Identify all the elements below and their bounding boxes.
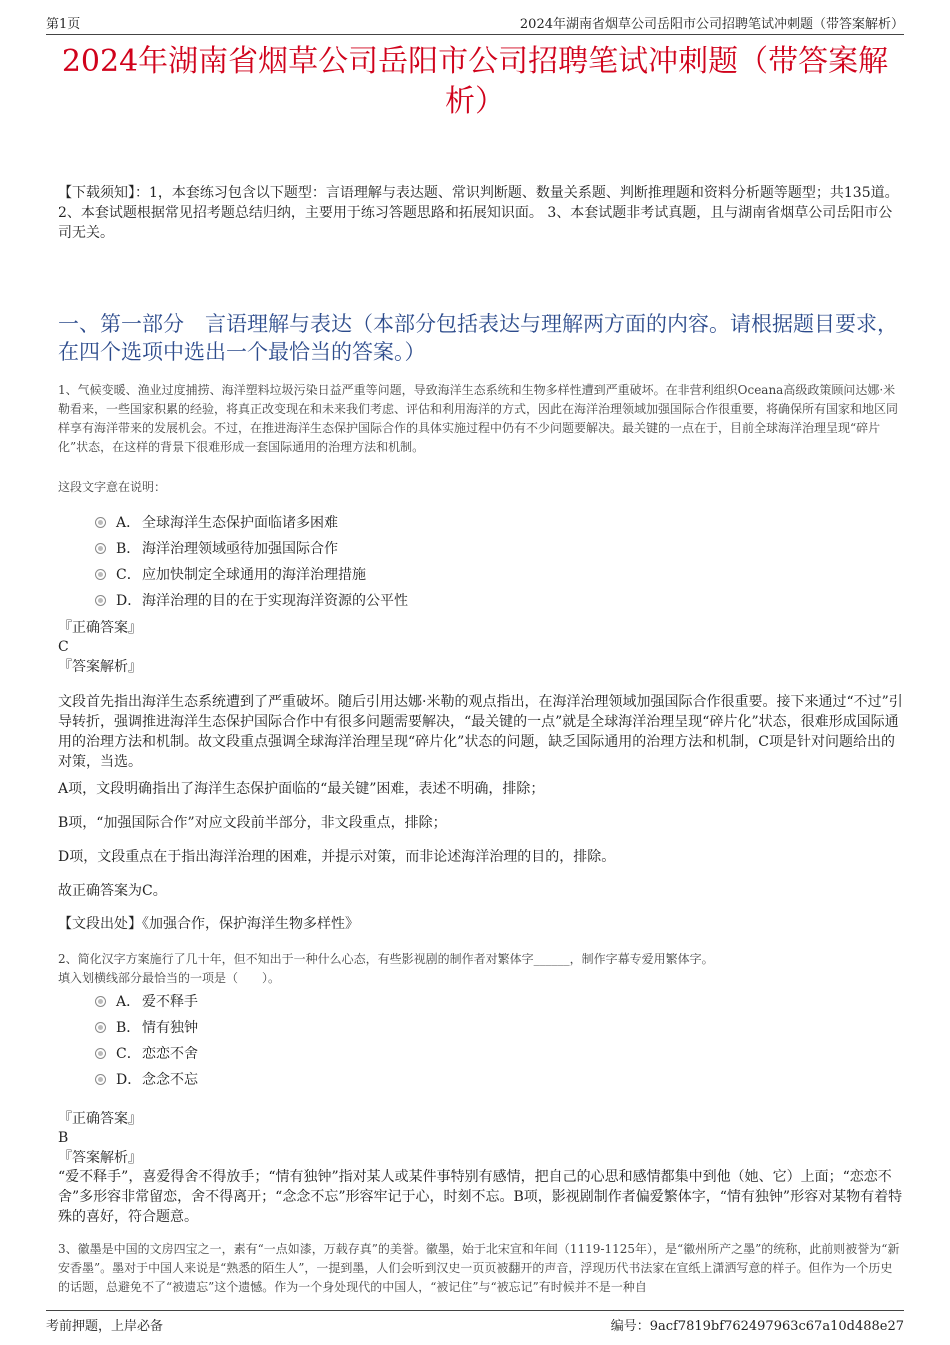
q1-conclusion: 故正确答案为C。 (58, 883, 167, 899)
doc-title: 2024年湖南省烟草公司岳阳市公司招聘笔试冲刺题（带答案解析） (61, 44, 889, 119)
q2-option-c[interactable]: C． 恋恋不舍 (95, 1040, 198, 1066)
radio-icon[interactable] (95, 517, 106, 528)
page-header (46, 10, 904, 35)
q2-analysis-label: 『答案解析』 (58, 1150, 142, 1166)
q2-stem: 2、简化汉字方案施行了几十年，但不知出于一种什么心态，有些影视剧的制作者对繁体字______，制作字幕专爱用繁体字。 (58, 952, 714, 966)
radio-icon[interactable] (95, 543, 106, 554)
q1-source: 【文段出处】《加强合作，保护海洋生物多样性》 (58, 916, 359, 932)
q2-analysis: “爱不释手”，喜爱得舍不得放手；“情有独钟”指对某人或某件事特别有感情，把自己的心思和感情都集中到他（她、它）上面；“恋恋不舍”多形容非常留恋，舍不得离开；“念念不忘”形容牢记于心，时刻不忘。B项，影视剧制作者偏爱繁体字，“情有独钟”形容对某物有着特殊的喜好，符合题意。 (58, 1169, 903, 1225)
q1-prompt: 这段文字意在说明： (58, 480, 167, 494)
q1-stem: 1、气候变暖、渔业过度捕捞、海洋塑料垃圾污染日益严重等问题，导致海洋生态系统和生物多样性遭到严重破坏。在非营利组织Oceana高级政策顾问达娜·米勒看来，一些国家积累的经验，将真正改变现在和未来我们考虑、评估和利用海洋的方式，因此在海洋治理领域加强国际合作很重要，将确保所有国家和地区同样享有海洋带来的发展机会。不过，在推进海洋生态保护国际合作的具体实施过程中仍有不少问题要解决。最关键的一点在于，目前全球海洋治理呈现“碎片化”状态，在这样的背景下很难形成一套国际通用的治理方法和机制。 (58, 383, 899, 454)
radio-icon[interactable] (95, 1022, 106, 1033)
page-footer (46, 1310, 904, 1334)
radio-icon[interactable] (95, 996, 106, 1007)
radio-icon[interactable] (95, 1074, 106, 1085)
q1-option-a[interactable]: A． 全球海洋生态保护面临诸多困难 (95, 509, 408, 535)
footer-slogan: 考前押题，上岸必备 (46, 1319, 164, 1334)
footer-serial: 编号：9acf7819bf762497963c67a10d488e27 (610, 1319, 904, 1334)
q1-options (95, 509, 408, 613)
q1-a-note: A项，文段明确指出了海洋生态保护面临的“最关键”困难，表述不明确，排除； (58, 781, 545, 797)
q2-option-a[interactable]: A． 爱不释手 (95, 988, 198, 1014)
q1-answer-label: 『正确答案』 (58, 620, 142, 636)
download-notice: 【下载须知】：1，本套练习包含以下题型：言语理解与表达题、常识判断题、数量关系题、判断推理题和资料分析题等题型；共135道。 2、本套试题根据常见招考题总结归纳，主要用于练习答题思路和拓展知识面。 3、本套试题非考试真题，且与湖南省烟草公司岳阳市公司无关。 (58, 185, 899, 241)
q1-answer: C (58, 639, 69, 655)
q2-answer-label: 『正确答案』 (58, 1111, 142, 1127)
q2-option-b[interactable]: B． 情有独钟 (95, 1014, 198, 1040)
q1-d-note: D项，文段重点在于指出海洋治理的困难，并提示对策，而非论述海洋治理的目的，排除。 (58, 849, 616, 865)
q2-answer: B (58, 1130, 69, 1146)
q1-option-b[interactable]: B． 海洋治理领域亟待加强国际合作 (95, 535, 408, 561)
q2-option-d[interactable]: D． 念念不忘 (95, 1066, 198, 1092)
q1-option-d[interactable]: D． 海洋治理的目的在于实现海洋资源的公平性 (95, 587, 408, 613)
q1-b-note: B项，“加强国际合作”对应文段前半部分，非文段重点，排除； (58, 815, 447, 831)
header-doc-title: 2024年湖南省烟草公司岳阳市公司招聘笔试冲刺题（带答案解析） (519, 17, 904, 32)
section-heading: 一、第一部分 言语理解与表达（本部分包括表达与理解两方面的内容。请根据题目要求，在四个选项中选出一个最恰当的答案。） (58, 312, 898, 364)
radio-icon[interactable] (95, 595, 106, 606)
q3-stem: 3、徽墨是中国的文房四宝之一，素有“一点如漆，万载存真”的美誉。徽墨，始于北宋宣和年间（1119-1125年），是“徽州所产之墨”的统称，此前则被誉为“新安香墨”。墨对于中国人来说是“熟悉的陌生人”，一提到墨，人们会听到汉史一页页被翻开的声音，浮现历代书法家在宣纸上潇洒写意的样子。但作为一个历史的话题，总避免不了“被遗忘”这个遗憾。作为一个身处现代的中国人，“被记住”与“被忘记”有时候并不是一种自 (58, 1242, 900, 1294)
q1-analysis-label: 『答案解析』 (58, 659, 142, 675)
radio-icon[interactable] (95, 1048, 106, 1059)
q2-prompt: 填入划横线部分最恰当的一项是（ ）。 (58, 971, 281, 985)
radio-icon[interactable] (95, 569, 106, 580)
page-number: 第1页 (46, 17, 81, 32)
q2-options (95, 988, 198, 1092)
q1-analysis: 文段首先指出海洋生态系统遭到了严重破坏。随后引用达娜·米勒的观点指出，在海洋治理领域加强国际合作很重要。接下来通过“不过”引导转折，强调推进海洋生态保护国际合作中有很多问题需要解决，“最关键的一点”就是全球海洋治理呈现“碎片化”状态，很难形成国际通用的治理方法和机制。故文段重点强调全球海洋治理呈现“碎片化”状态的问题，缺乏国际通用的治理方法和机制，C项是针对问题给出的对策，当选。 (58, 694, 903, 770)
q1-option-c[interactable]: C． 应加快制定全球通用的海洋治理措施 (95, 561, 408, 587)
